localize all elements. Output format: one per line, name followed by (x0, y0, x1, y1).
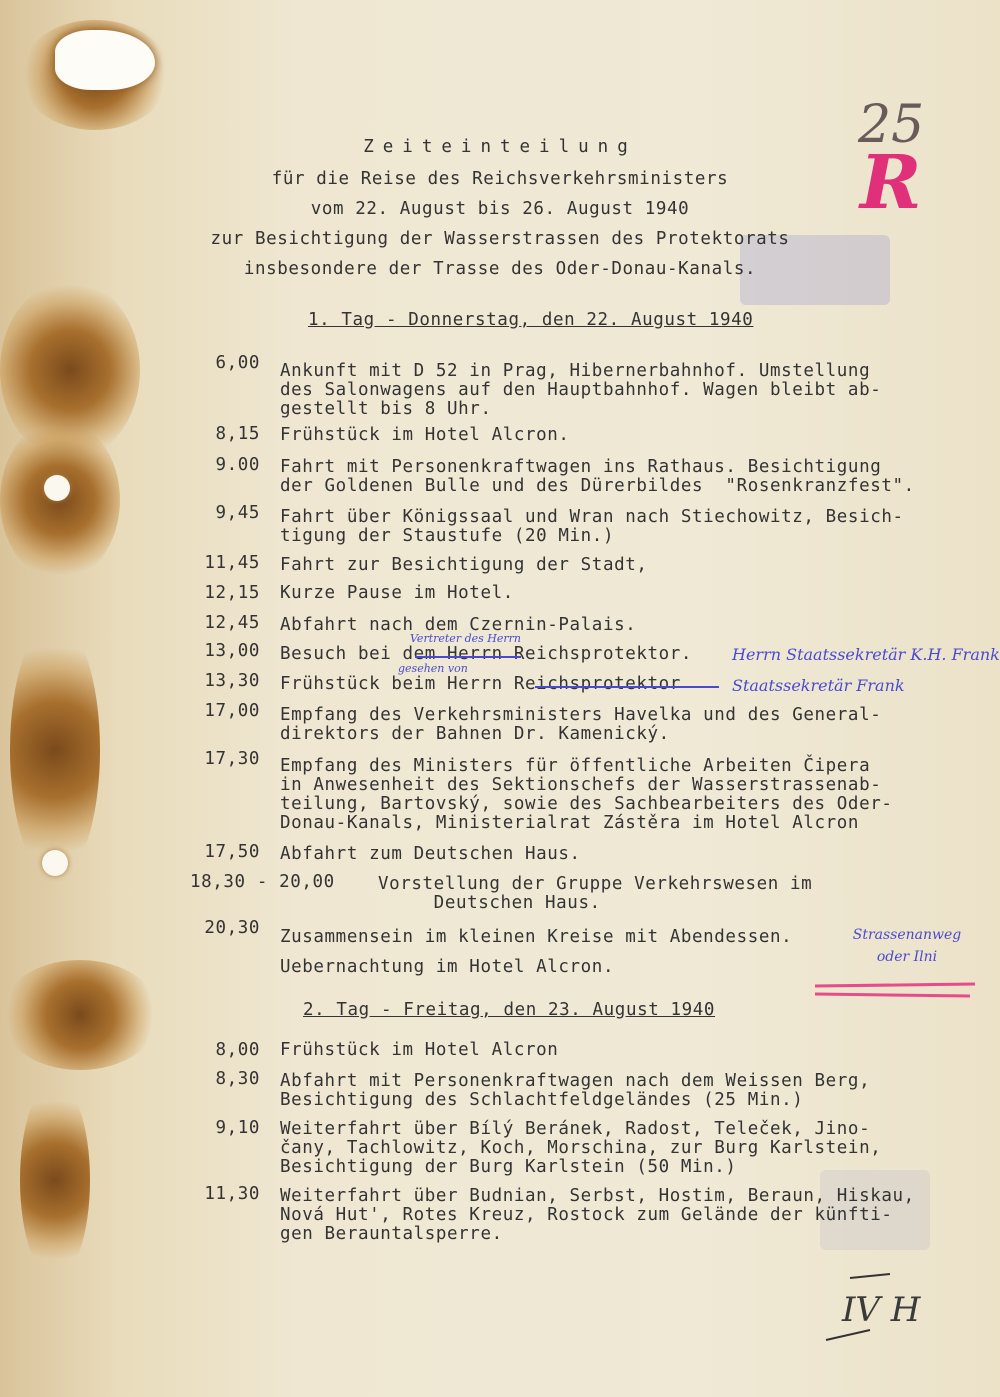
handwritten-note: gesehen von (398, 662, 468, 675)
entry-time: 17,50 (204, 842, 260, 862)
day-1-heading: 1. Tag - Donnerstag, den 22. August 1940 (308, 310, 754, 330)
burn-stain (10, 620, 100, 880)
burn-stain (0, 960, 160, 1070)
document-title: Zeiteinteilung (363, 137, 637, 157)
red-mark: R (860, 140, 922, 226)
entry-text: Abfahrt nach dem Czernin-Palais. (280, 615, 637, 635)
entry-text: Frühstück im Hotel Alcron. (280, 425, 570, 445)
entry-text: Frühstück beim Herrn Reichsprotektor (280, 674, 681, 694)
entry-time: 20,30 (204, 918, 260, 938)
entry-time: 13,30 (204, 671, 260, 691)
entry-time: 8,15 (215, 424, 260, 444)
entry-text: Frühstück im Hotel Alcron (280, 1040, 559, 1060)
entry-time: 8,30 (215, 1069, 260, 1089)
handwritten-note: Staatssekretär Frank (732, 676, 905, 695)
entry-text: Vorstellung der Gruppe Verkehrswesen im Deutschen Haus. (378, 874, 813, 913)
entry-text: Abfahrt mit Personenkraftwagen nach dem Weissen Berg, Besichtigung des Schlachtfeldgeländes (25 Min.) (280, 1071, 871, 1110)
handwritten-note: Herrn Staatssekretär K.H. Frank (732, 645, 1000, 664)
entry-time: 9.00 (215, 455, 260, 475)
burn-stain (20, 1080, 90, 1280)
entry-time: 11,45 (204, 553, 260, 573)
entry-time: 8,00 (215, 1040, 260, 1060)
page-number: 25 (858, 95, 925, 155)
entry-text: Fahrt über Königssaal und Wran nach Stiechowitz, Besich- tigung der Staustufe (20 Min.) (280, 507, 904, 546)
day-2-heading: 2. Tag - Freitag, den 23. August 1940 (303, 1000, 716, 1020)
entry-text: Kurze Pause im Hotel. (280, 583, 514, 603)
initials: IV H (842, 1290, 921, 1330)
entry-text: Besuch bei dem Herrn Reichsprotektor. (280, 644, 693, 664)
entry-text: Ankunft mit D 52 in Prag, Hibernerbahnhof. Umstellung des Salonwagens auf den Hauptbahnhof. Wagen bleibt ab- gestellt bis 8 Uhr. (280, 361, 882, 419)
red-underline (810, 980, 980, 1000)
entry-text: Empfang des Verkehrsministers Havelka und des General- direktors der Bahnen Dr. Kamenický. (280, 705, 882, 744)
entry-text: Fahrt zur Besichtigung der Stadt, (280, 555, 648, 575)
entry-text: Zusammensein im kleinen Kreise mit Abendessen. Uebernachtung im Hotel Alcron. (280, 927, 793, 977)
entry-text: Weiterfahrt über Budnian, Serbst, Hostim, Beraun, Hiskau, Nová Hut', Rotes Kreuz, Rostock zum Gelände der künfti- gen Berauntalsperre. (280, 1186, 915, 1244)
entry-time-range: 18,30 - 20,00 (190, 872, 335, 892)
entry-text: Weiterfahrt über Bílý Beránek, Radost, Teleček, Jino- čany, Tachlowitz, Koch, Morschina, zur Burg Karlstein, Besichtigung der Burg Karlstein (50 Min.) (280, 1119, 882, 1177)
entry-time: 13,00 (204, 641, 260, 661)
header-line-1: für die Reise des Reichsverkehrsministers (271, 169, 729, 189)
handwritten-note: Vertreter des Herrn (410, 632, 521, 645)
header-line-4: insbesondere der Trasse des Oder-Donau-Kanals. (243, 259, 757, 279)
entry-time: 17,00 (204, 701, 260, 721)
entry-time: 9,45 (215, 503, 260, 523)
punch-hole (44, 475, 70, 501)
entry-time: 12,15 (204, 583, 260, 603)
entry-time: 11,30 (204, 1184, 260, 1204)
entry-time: 6,00 (215, 353, 260, 373)
entry-text: Empfang des Ministers für öffentliche Arbeiten Čipera in Anwesenheit des Sektionschefs der Wasserstrassenab- teilung, Bartovský, sowie des Sachbearbeiters des Oder- Donau-Kanals, Ministerialrat Zástěra im Hotel Alcron (280, 756, 893, 833)
handwritten-note: Strassenanweg oder Ilni (852, 927, 962, 965)
pencil-strokes (820, 1270, 920, 1350)
header-line-3: zur Besichtigung der Wasserstrassen des Protektorats (210, 229, 790, 249)
entry-time: 17,30 (204, 749, 260, 769)
entry-time: 9,10 (215, 1118, 260, 1138)
entry-time: 12,45 (204, 613, 260, 633)
strike-marks (413, 645, 733, 705)
entry-text: Fahrt mit Personenkraftwagen ins Rathaus. Besichtigung der Goldenen Bulle und des Dürerbildes "Rosenkranzfest". (280, 457, 915, 496)
entry-text: Abfahrt zum Deutschen Haus. (280, 844, 581, 864)
punch-hole (42, 850, 68, 876)
header-line-2: vom 22. August bis 26. August 1940 (310, 199, 690, 219)
